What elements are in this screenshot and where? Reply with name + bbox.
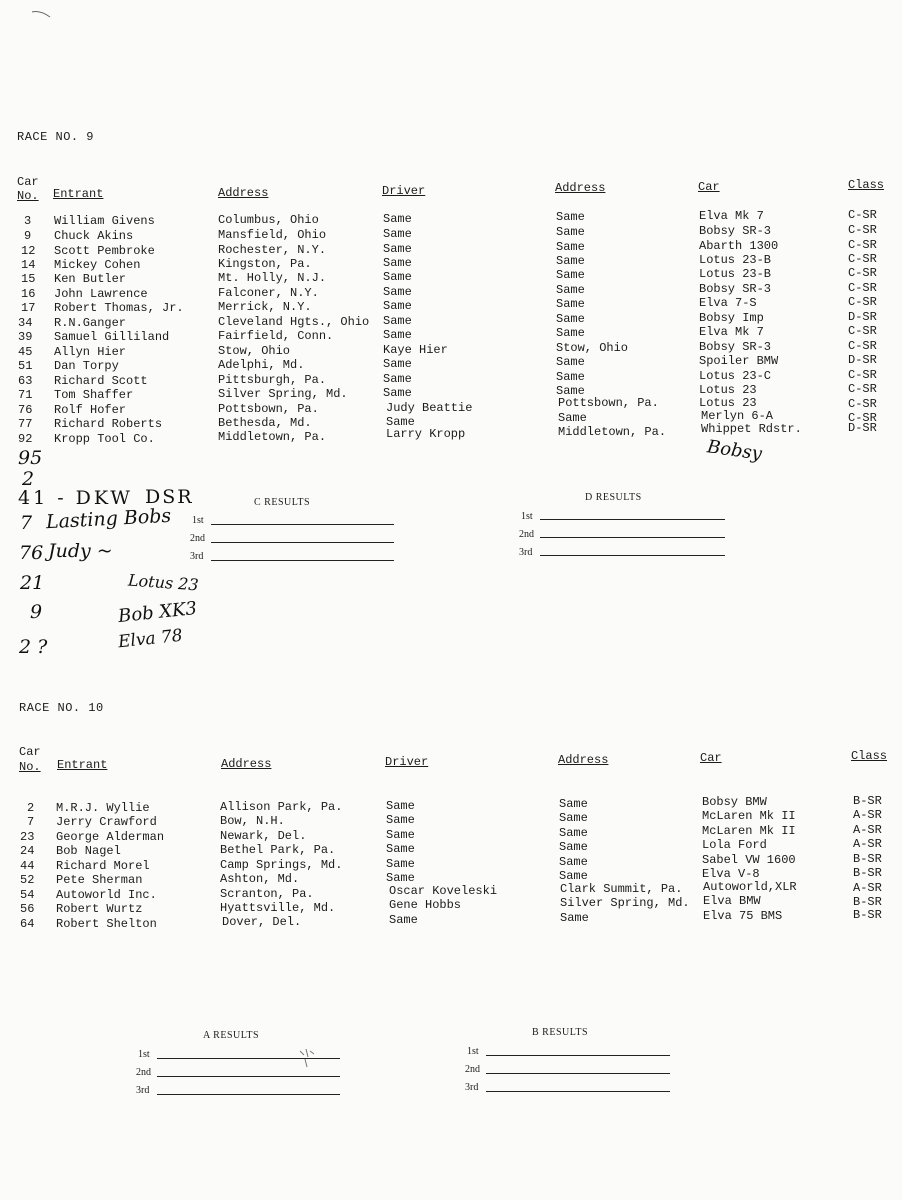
entrant-address: Scranton, Pa. xyxy=(220,887,314,901)
entrant: Richard Roberts xyxy=(54,417,163,431)
car-class: C-SR xyxy=(848,281,877,295)
entrant: Rolf Hofer xyxy=(54,403,127,417)
entrant: Samuel Gilliland xyxy=(54,330,170,344)
entrant: John Lawrence xyxy=(54,287,148,301)
entrant-address: Middletown, Pa. xyxy=(218,430,327,444)
entrant-address: Newark, Del. xyxy=(220,829,307,843)
entrant: Mickey Cohen xyxy=(54,258,141,272)
driver-address: Silver Spring, Md. xyxy=(560,896,690,910)
car-class: C-SR xyxy=(848,339,877,353)
race9-header-car-top: Car xyxy=(17,175,39,189)
driver: Same xyxy=(383,256,412,270)
driver-address: Same xyxy=(556,268,585,282)
driver-address: Pottsbown, Pa. xyxy=(558,396,659,410)
entrant: Chuck Akins xyxy=(54,229,134,243)
car-number: 3 xyxy=(24,214,32,228)
entrant-address: Kingston, Pa. xyxy=(218,257,312,271)
race9-header-car: Car xyxy=(698,180,720,194)
entrant-address: Rochester, N.Y. xyxy=(218,243,327,257)
driver-address: Same xyxy=(556,384,585,398)
entrant-address: Cleveland Hgts., Ohio xyxy=(218,315,370,329)
car-model: Elva Mk 7 xyxy=(699,209,764,223)
entrant: Bob Nagel xyxy=(56,844,121,858)
race9-row xyxy=(0,281,902,301)
car-class: C-SR xyxy=(848,397,877,411)
car-model: Bobsy SR-3 xyxy=(699,340,772,354)
c-results-2nd-label: 2nd xyxy=(190,533,205,544)
car-model: McLaren Mk II xyxy=(702,824,796,838)
race10-header-car-top: Car xyxy=(19,745,41,759)
c-results-3rd-line[interactable] xyxy=(211,560,394,561)
car-number: 34 xyxy=(18,316,33,330)
car-class: A-SR xyxy=(853,808,882,822)
driver-address: Same xyxy=(556,210,585,224)
c-results-3rd-label: 3rd xyxy=(190,551,204,562)
car-class: A-SR xyxy=(853,881,882,895)
race9-row xyxy=(0,310,902,330)
entrant: Ken Butler xyxy=(54,272,127,286)
car-model: Elva Mk 7 xyxy=(699,325,764,339)
race10-row xyxy=(0,852,902,873)
driver-address: Middletown, Pa. xyxy=(558,425,667,439)
car-number: 2 xyxy=(27,801,35,815)
car-class: C-SR xyxy=(848,266,877,280)
driver: Same xyxy=(386,871,415,885)
entrant-address: Stow, Ohio xyxy=(218,344,291,358)
driver-address: Same xyxy=(556,370,585,384)
entrant: Richard Morel xyxy=(56,859,150,873)
driver-address: Same xyxy=(556,240,585,254)
car-class: C-SR xyxy=(848,238,877,252)
a-results-1st-label: 1st xyxy=(138,1049,150,1060)
car-number: 14 xyxy=(21,258,36,272)
handwritten-21: 21 xyxy=(20,572,45,594)
race9-header-address: Address xyxy=(218,186,269,200)
entrant-address: Mansfield, Ohio xyxy=(218,228,327,242)
d-results-1st-line[interactable] xyxy=(540,519,725,520)
driver: Same xyxy=(386,415,415,429)
car-class: C-SR xyxy=(848,411,877,425)
driver: Same xyxy=(386,828,415,842)
driver-address: Same xyxy=(559,855,588,869)
driver-address: Same xyxy=(556,225,585,239)
b-results-1st-line[interactable] xyxy=(486,1055,670,1056)
c-results-1st-line[interactable] xyxy=(211,524,394,525)
race10-header-car-no: No. xyxy=(19,760,41,774)
car-class: C-SR xyxy=(848,382,877,396)
car-number: 71 xyxy=(18,388,33,402)
c-results-1st-label: 1st xyxy=(192,515,204,526)
handwritten-judy: Judy ~ xyxy=(48,540,113,562)
car-class: D-SR xyxy=(848,421,877,435)
entrant-address: Silver Spring, Md. xyxy=(218,387,348,401)
a-results-2nd-label: 2nd xyxy=(136,1067,151,1078)
b-results-3rd-line[interactable] xyxy=(486,1091,670,1092)
car-number: 16 xyxy=(21,287,36,301)
pencil-smudge xyxy=(296,1045,322,1069)
car-class: D-SR xyxy=(848,353,877,367)
car-model: Elva 7-S xyxy=(699,296,757,310)
car-model: Elva V-8 xyxy=(702,867,760,881)
car-class: C-SR xyxy=(848,324,877,338)
handwritten-elva-78: Elva 78 xyxy=(117,625,184,653)
a-results-title: A RESULTS xyxy=(203,1030,260,1041)
entrant-address: Ashton, Md. xyxy=(220,872,300,886)
entrant: William Givens xyxy=(54,214,155,228)
a-results-3rd-label: 3rd xyxy=(136,1085,150,1096)
handwritten-bobsy: Bobsy xyxy=(705,436,764,465)
handwritten-2q: 2 ? xyxy=(19,636,48,658)
car-model: Bobsy SR-3 xyxy=(699,282,772,296)
car-model: Merlyn 6-A xyxy=(701,409,774,423)
entrant: Jerry Crawford xyxy=(56,815,157,829)
car-class: B-SR xyxy=(853,895,882,909)
car-number: 63 xyxy=(18,374,33,388)
race10-header-car: Car xyxy=(700,751,722,765)
driver-address: Same xyxy=(558,411,587,425)
entrant-address: Bow, N.H. xyxy=(220,814,285,828)
race9-header-class: Class xyxy=(848,178,885,192)
car-model: Spoiler BMW xyxy=(699,354,779,368)
car-number: 76 xyxy=(18,403,33,417)
race9-header-driver-address: Address xyxy=(555,181,606,195)
car-number: 54 xyxy=(20,888,35,902)
driver-address: Same xyxy=(556,283,585,297)
driver-address: Stow, Ohio xyxy=(556,341,629,355)
driver: Same xyxy=(386,799,415,813)
entrant: R.N.Ganger xyxy=(54,316,127,330)
handwritten-lotus-23: Lotus 23 xyxy=(127,570,200,595)
b-results-title: B RESULTS xyxy=(532,1027,589,1038)
handwritten-2: 2 xyxy=(22,468,35,490)
driver: Judy Beattie xyxy=(386,401,473,415)
car-model: Lola Ford xyxy=(702,838,767,852)
entrant-address: Dover, Del. xyxy=(222,915,302,929)
car-number: 23 xyxy=(20,830,35,844)
entrant-address: Mt. Holly, N.J. xyxy=(218,271,327,285)
race10-title: RACE NO. 10 xyxy=(19,701,104,715)
driver: Same xyxy=(383,386,412,400)
handwritten-bob-xk3: Bob XK3 xyxy=(117,597,198,628)
race9-header-driver: Driver xyxy=(382,184,426,198)
entrant-address: Pottsbown, Pa. xyxy=(218,402,319,416)
entrant-address: Pittsburgh, Pa. xyxy=(218,373,327,387)
driver: Same xyxy=(383,227,412,241)
entrant-address: Falconer, N.Y. xyxy=(218,286,319,300)
handwritten-76: 76 xyxy=(19,542,44,564)
b-results-1st-label: 1st xyxy=(467,1046,479,1057)
car-model: Lotus 23-B xyxy=(699,253,772,267)
c-results-title: C RESULTS xyxy=(254,497,311,508)
driver-address: Same xyxy=(556,254,585,268)
handwritten-9: 9 xyxy=(30,601,43,623)
driver: Same xyxy=(383,285,412,299)
d-results-3rd-label: 3rd xyxy=(519,547,533,558)
car-class: C-SR xyxy=(848,295,877,309)
driver-address: Same xyxy=(556,326,585,340)
pen-mark-top xyxy=(30,8,54,20)
entrant: Pete Sherman xyxy=(56,873,143,887)
handwritten-41-dkw: 41 - DKW xyxy=(18,487,133,509)
driver-address: Clark Summit, Pa. xyxy=(560,882,683,896)
car-number: 77 xyxy=(18,417,33,431)
race10-header-entrant: Entrant xyxy=(57,758,108,772)
car-model: Whippet Rdstr. xyxy=(701,422,802,436)
entrant: Allyn Hier xyxy=(54,345,127,359)
car-model: Bobsy BMW xyxy=(702,795,767,809)
driver: Kaye Hier xyxy=(383,343,448,357)
a-results-2nd-line[interactable] xyxy=(157,1076,340,1077)
car-number: 56 xyxy=(20,902,35,916)
car-class: C-SR xyxy=(848,368,877,382)
b-results-2nd-line[interactable] xyxy=(486,1073,670,1074)
race9-row xyxy=(0,295,902,315)
car-number: 92 xyxy=(18,432,33,446)
driver: Same xyxy=(383,372,412,386)
driver: Same xyxy=(383,314,412,328)
race10-header-driver: Driver xyxy=(385,755,429,769)
car-number: 51 xyxy=(18,359,33,373)
car-model: Lotus 23-C xyxy=(699,369,772,383)
driver-address: Same xyxy=(556,355,585,369)
entrant: Robert Thomas, Jr. xyxy=(54,301,184,315)
entrant: Robert Wurtz xyxy=(56,902,143,916)
driver: Gene Hobbs xyxy=(389,898,462,912)
entrant-address: Camp Springs, Md. xyxy=(220,858,343,872)
car-class: C-SR xyxy=(848,208,877,222)
car-model: Autoworld,XLR xyxy=(703,880,797,894)
d-results-title: D RESULTS xyxy=(585,492,642,503)
d-results-1st-label: 1st xyxy=(521,511,533,522)
car-model: Lotus 23 xyxy=(699,396,757,410)
race9-header-entrant: Entrant xyxy=(53,187,104,201)
entrant: Dan Torpy xyxy=(54,359,119,373)
car-model: McLaren Mk II xyxy=(702,809,796,823)
driver: Same xyxy=(383,357,412,371)
car-model: Sabel VW 1600 xyxy=(702,853,796,867)
car-model: Bobsy Imp xyxy=(699,311,764,325)
race9-row xyxy=(0,368,902,388)
driver: Same xyxy=(389,913,418,927)
entrant-address: Adelphi, Md. xyxy=(218,358,305,372)
driver: Same xyxy=(386,813,415,827)
driver: Same xyxy=(386,857,415,871)
race10-header-address: Address xyxy=(221,757,272,771)
handwritten-dsr: DSR xyxy=(145,486,194,508)
a-results-3rd-line[interactable] xyxy=(157,1094,340,1095)
entrant-address: Hyattsville, Md. xyxy=(220,901,336,915)
car-number: 44 xyxy=(20,859,35,873)
race9-header-car-no: No. xyxy=(17,189,39,203)
car-class: B-SR xyxy=(853,866,882,880)
car-class: D-SR xyxy=(848,310,877,324)
entrant-address: Columbus, Ohio xyxy=(218,213,319,227)
driver-address: Same xyxy=(559,869,588,883)
d-results-3rd-line[interactable] xyxy=(540,555,725,556)
driver: Oscar Koveleski xyxy=(389,884,498,898)
car-class: A-SR xyxy=(853,823,882,837)
c-results-2nd-line[interactable] xyxy=(211,542,394,543)
entrant-address: Bethel Park, Pa. xyxy=(220,843,336,857)
race10-header-driver-address: Address xyxy=(558,753,609,767)
car-model: Elva 75 BMS xyxy=(703,909,783,923)
car-number: 9 xyxy=(24,229,32,243)
d-results-2nd-label: 2nd xyxy=(519,529,534,540)
car-model: Elva BMW xyxy=(703,894,761,908)
driver-address: Same xyxy=(559,797,588,811)
d-results-2nd-line[interactable] xyxy=(540,537,725,538)
car-class: B-SR xyxy=(853,794,882,808)
car-number: 45 xyxy=(18,345,33,359)
car-number: 15 xyxy=(21,272,36,286)
car-number: 17 xyxy=(21,301,36,315)
car-model: Bobsy SR-3 xyxy=(699,224,772,238)
entrant-address: Allison Park, Pa. xyxy=(220,800,343,814)
entrant: Autoworld Inc. xyxy=(56,888,157,902)
driver: Same xyxy=(383,299,412,313)
driver: Same xyxy=(383,242,412,256)
car-class: C-SR xyxy=(848,252,877,266)
entrant: Kropp Tool Co. xyxy=(54,432,155,446)
car-number: 12 xyxy=(21,244,36,258)
driver: Larry Kropp xyxy=(386,427,466,441)
entrant: M.R.J. Wyllie xyxy=(56,801,150,815)
entrant: Robert Shelton xyxy=(56,917,157,931)
race10-header-class: Class xyxy=(851,749,888,763)
handwritten-lasting-bobs: Lasting Bobs xyxy=(45,504,172,534)
driver-address: Same xyxy=(560,911,589,925)
car-number: 64 xyxy=(20,917,35,931)
car-number: 7 xyxy=(27,815,35,829)
handwritten-7: 7 xyxy=(20,512,33,534)
b-results-3rd-label: 3rd xyxy=(465,1082,479,1093)
entrant-address: Merrick, N.Y. xyxy=(218,300,312,314)
car-number: 52 xyxy=(20,873,35,887)
entrant: Scott Pembroke xyxy=(54,244,155,258)
entrant-address: Fairfield, Conn. xyxy=(218,329,334,343)
car-model: Lotus 23-B xyxy=(699,267,772,281)
car-model: Lotus 23 xyxy=(699,383,757,397)
entrant-address: Bethesda, Md. xyxy=(218,416,312,430)
entrant: George Alderman xyxy=(56,830,165,844)
entrant: Tom Shaffer xyxy=(54,388,134,402)
car-class: B-SR xyxy=(853,908,882,922)
driver: Same xyxy=(386,842,415,856)
driver-address: Same xyxy=(559,811,588,825)
driver: Same xyxy=(383,328,412,342)
race9-row xyxy=(0,382,902,402)
car-number: 24 xyxy=(20,844,35,858)
driver: Same xyxy=(383,212,412,226)
driver-address: Same xyxy=(559,826,588,840)
driver-address: Same xyxy=(559,840,588,854)
entrant: Richard Scott xyxy=(54,374,148,388)
car-class: B-SR xyxy=(853,852,882,866)
b-results-2nd-label: 2nd xyxy=(465,1064,480,1075)
car-class: A-SR xyxy=(853,837,882,851)
driver-address: Same xyxy=(556,312,585,326)
race9-title: RACE NO. 9 xyxy=(17,130,95,144)
car-model: Abarth 1300 xyxy=(699,239,779,253)
car-class: C-SR xyxy=(848,223,877,237)
driver-address: Same xyxy=(556,297,585,311)
driver: Same xyxy=(383,270,412,284)
handwritten-95: 95 xyxy=(18,447,43,469)
car-number: 39 xyxy=(18,330,33,344)
